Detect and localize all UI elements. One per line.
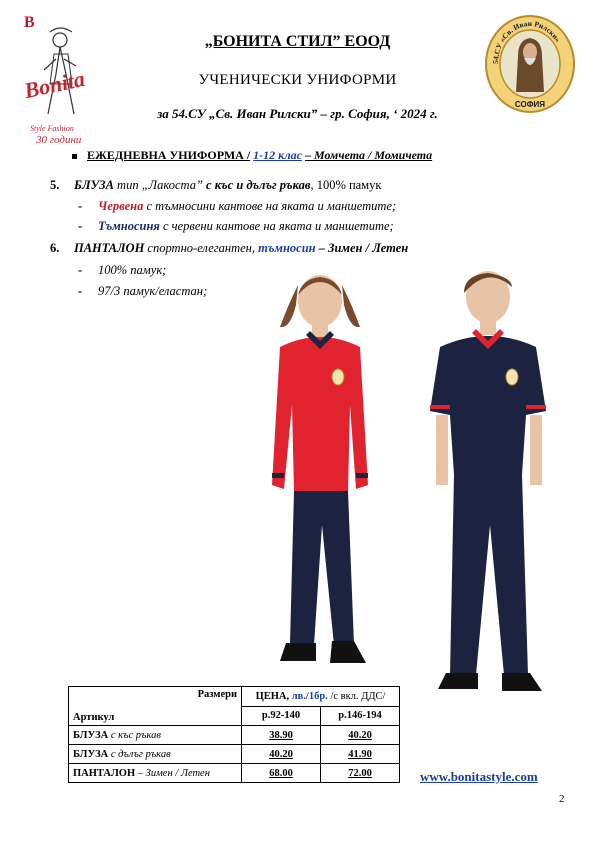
price-cell: 68.00 (242, 764, 321, 783)
category-gender: – Момчета / Момичета (304, 148, 433, 162)
item-blouse (50, 178, 381, 193)
item-color: тъмносин (258, 241, 316, 255)
document-title: УЧЕНИЧЕСКИ УНИФОРМИ (198, 72, 397, 88)
blouse-option-red: - Червена с тъмносини кантове на яката и маншетите; (78, 199, 397, 213)
price-unit: лв./1бр. (291, 690, 328, 702)
item-trousers (50, 241, 408, 256)
price-cell: 72.00 (321, 764, 400, 783)
price-cell: 41.90 (321, 745, 400, 764)
category-heading (72, 148, 432, 163)
item-type: спортно-елегантен, (144, 241, 259, 255)
bullet-icon (72, 154, 77, 159)
logo-mark: B (24, 14, 35, 31)
article-cell: ПАНТАЛОН – Зимен / Летен (69, 764, 242, 783)
price-cell: 40.20 (321, 726, 400, 745)
trousers-option-cotton: - 100% памук; (78, 263, 167, 277)
item-number: 5. (50, 178, 60, 192)
brand-years: 30 години (36, 134, 82, 146)
table-row (69, 764, 400, 783)
size-b: р.146-194 (321, 706, 400, 726)
seal-ring-text: 54.СУ «Св. Иван Рилски» (490, 18, 563, 65)
school-seal (484, 14, 576, 114)
item-sleeves: с къс и дълъг ръкав (206, 178, 311, 192)
option-text: с тъмносини кантове на яката и маншетите; (143, 199, 397, 213)
category-grades: 1-12 клас (253, 148, 302, 162)
item-name: БЛУЗА (74, 178, 114, 192)
size-a: р.92-140 (242, 706, 321, 726)
girl-model (272, 275, 368, 663)
website-link[interactable]: www.bonitastyle.com (420, 769, 538, 784)
option-text: 97/3 памук/еластан; (98, 284, 208, 298)
article-cell: БЛУЗА с дълъг ръкав (69, 745, 242, 764)
category-main: ЕЖЕДНЕВНА УНИФОРМА / (87, 148, 251, 162)
option-text: 100% памук; (98, 263, 167, 277)
option-text: с червени кантове на яката и маншетите; (159, 219, 394, 233)
price-cell: 38.90 (242, 726, 321, 745)
option-color: Червена (98, 199, 144, 213)
brand-tagline: Style Fashion (30, 124, 74, 133)
header-sizes: Размери (197, 689, 237, 700)
boy-model (430, 271, 546, 691)
table-row (69, 726, 400, 745)
header-corner (69, 687, 242, 726)
school-line: за 54.СУ „Св. Иван Рилски” – гр. София, ‘ 2024 г. (157, 106, 438, 121)
uniform-photo (250, 265, 580, 710)
item-material: , 100% памук (310, 178, 382, 192)
item-season: – Зимен / Летен (315, 241, 409, 255)
header-article: Артикул (73, 712, 115, 723)
seal-city: СОФИЯ (514, 100, 546, 109)
table-row (69, 745, 400, 764)
item-type: тип „Лакоста” (113, 178, 207, 192)
item-name: ПАНТАЛОН (74, 241, 145, 255)
item-number: 6. (50, 241, 60, 255)
article-cell: БЛУЗА с къс ръкав (69, 726, 242, 745)
price-table (68, 686, 400, 783)
company-name: „БОНИТА СТИЛ” ЕООД (204, 33, 391, 50)
trousers-option-elastane: - 97/3 памук/еластан; (78, 284, 208, 298)
header-price: ЦЕНА, лв./1бр. /с вкл. ДДС/ (242, 687, 400, 707)
brand-name: Bonita (21, 65, 87, 104)
option-color: Тъмносиня (98, 219, 160, 233)
blouse-option-navy: - Тъмносиня с червени кантове на яката и маншетите; (78, 219, 394, 233)
page-number: 2 (559, 793, 565, 805)
price-cell: 40.20 (242, 745, 321, 764)
table-header-row (69, 687, 400, 707)
